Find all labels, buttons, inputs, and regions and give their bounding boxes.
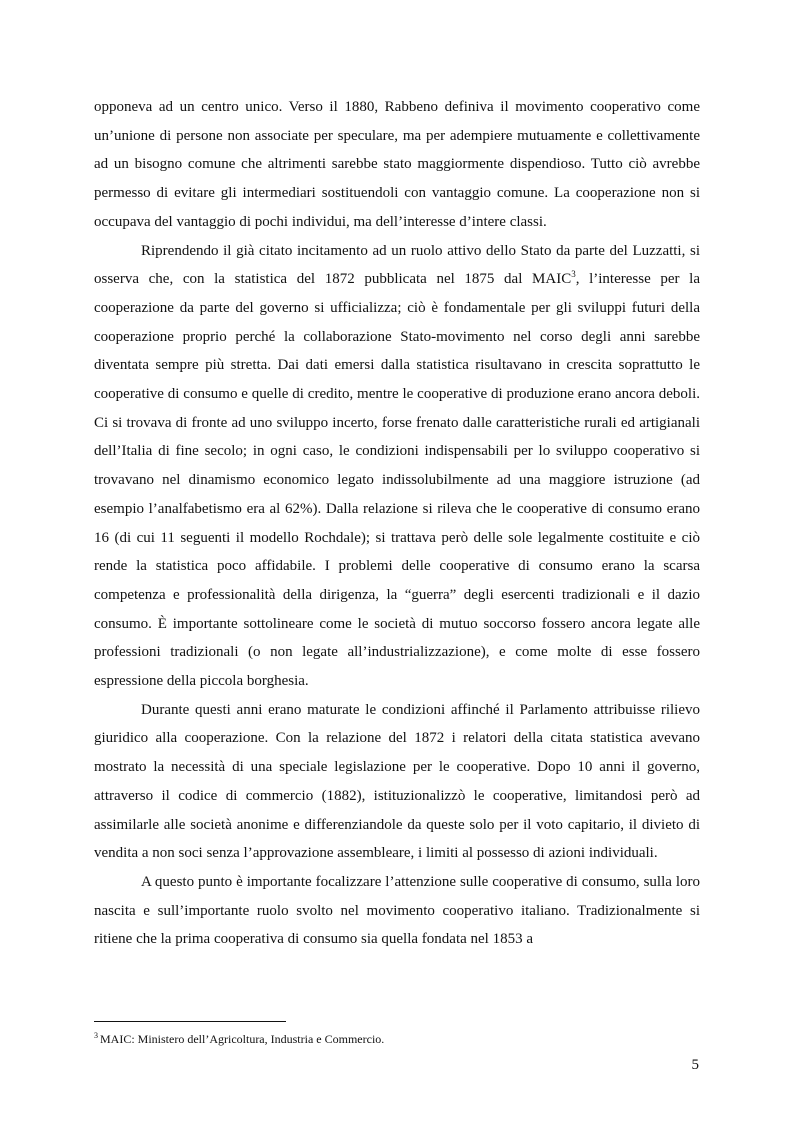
footnote-reference[interactable]: 3 bbox=[571, 269, 576, 280]
footnote-mark: 3 bbox=[94, 1031, 98, 1040]
page-body bbox=[94, 93, 700, 954]
footnote-separator bbox=[94, 1021, 286, 1022]
paragraph-2 bbox=[94, 237, 700, 696]
paragraph-3: Durante questi anni erano maturate le condizioni affinché il Parlamento attribuisse rilievo giuridico alla cooperazione. Con la relazione del 1872 i relatori della citata statistica avevano mostrato la necessità di una speciale legislazione per le cooperative. Dopo 10 anni il governo, attraverso il codice di commercio (1882), istituzionalizzò le cooperative, limitandosi però ad assimilarle alle società anonime e differenziandole da queste solo per il voto capitario, il divieto di vendita a non soci senza l’approvazione assembleare, i limiti al possesso di azioni individuali. bbox=[94, 701, 700, 862]
page-number: 5 bbox=[691, 1057, 699, 1073]
footnote-text: MAIC: Ministero dell’Agricoltura, Industria e Commercio. bbox=[100, 1032, 385, 1046]
paragraph-1: opponeva ad un centro unico. Verso il 1880, Rabbeno definiva il movimento cooperativo come un’unione di persone non associate per speculare, ma per adempiere mutuamente e collettivamente ad un bisogno comune che altrimenti sarebbe stato maggiormente dispendioso. Tutto ciò avrebbe permesso di evitare gli intermediari sostituendoli con vantaggio comune. La cooperazione non si occupava del vantaggio di pochi individui, ma dell’interesse d’intere classi. bbox=[94, 99, 700, 230]
paragraph-4: A questo punto è importante focalizzare l’attenzione sulle cooperative di consumo, sulla loro nascita e sull’importante ruolo svolto nel movimento cooperativo italiano. Tradizionalmente si ritiene che la prima cooperativa di consumo sia quella fondata nel 1853 a bbox=[94, 873, 700, 948]
footnote bbox=[94, 1031, 700, 1047]
paragraph-2-text-before-note: Riprendendo il già citato incitamento ad un ruolo attivo dello Stato da parte del Luzzatti, si osserva che, con la statistica del 1872 pubblicata nel 1875 dal MAIC bbox=[94, 242, 700, 288]
paragraph-2-text-after-note: , l’interesse per la cooperazione da parte del governo si ufficializza; ciò è fondamentale per gli sviluppi futuri della cooperazione proprio perché la collaborazione Stato-movimento nel corso degli anni sarebbe diventata sempre più stretta. Dai dati emersi dalla statistica risultavano in crescita soprattutto le cooperative di consumo e quelle di credito, mentre le cooperative di produzione erano ancora deboli. Ci si trovava di fronte ad uno sviluppo incerto, forse frenato dalle caratteristiche rurali ed artigianali dell’Italia di fine secolo; in ogni caso, le condizioni indispensabili per lo sviluppo cooperativo si trovavano nel dinamismo economico legato indissolubilmente ad una maggiore istruzione (ad esempio l’analfabetismo era al 62%). Dalla relazione si rileva che le cooperative di consumo erano 16 (di cui 11 seguenti il modello Rochdale); si trattava però delle sole legalmente costituite e ciò rende la statistica poco affidabile. I problemi delle cooperative di consumo erano la scarsa competenza e professionalità della dirigenza, la “guerra” degli esercenti tradizionali e il dazio consumo. È importante sottolineare come le società di mutuo soccorso fossero ancora legate alle professioni tradizionali (o non legate all’industrializzazione), e come molte di esse fossero espressione della piccola borghesia. bbox=[94, 271, 700, 690]
